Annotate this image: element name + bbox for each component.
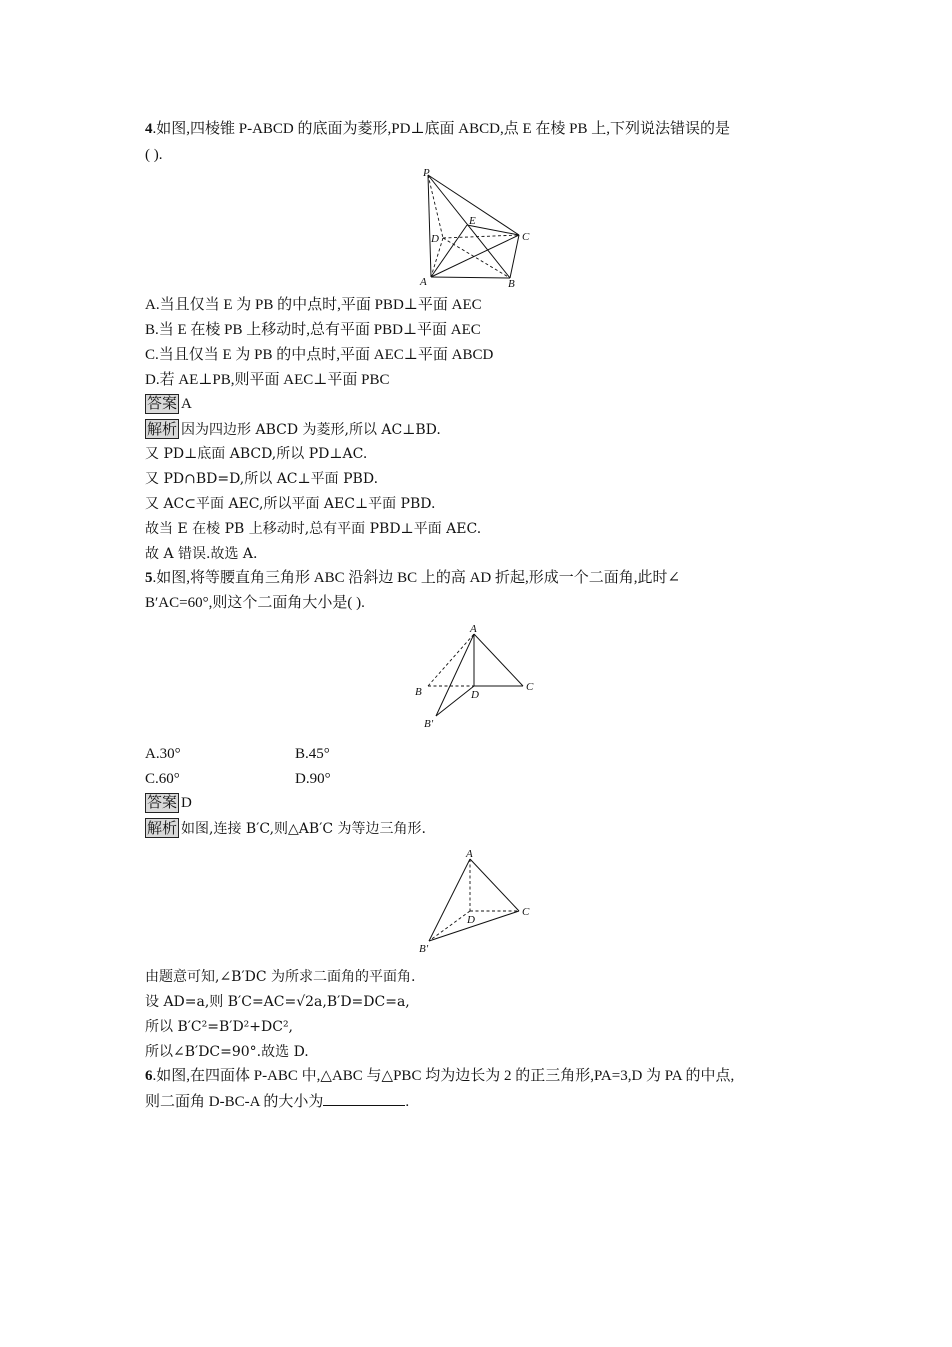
q6-number: 6	[145, 1068, 153, 1084]
q5-option-b: B.45°	[295, 746, 330, 762]
q4-analysis-2: 又 PD⊥底面 ABCD,所以 PD⊥AC.	[145, 446, 368, 462]
q5-fig2-label-a: A	[466, 848, 473, 860]
q4-answer-value: A	[181, 396, 192, 412]
q5-analysis-2: 设 AD=a,则 B′C=AC=√2a,B′D=DC=a,	[145, 994, 410, 1010]
q5-option-a: A.30°	[145, 746, 181, 762]
q5-option-d: D.90°	[295, 771, 331, 787]
q5-analysis-1: 由题意可知,∠B′DC 为所求二面角的平面角.	[145, 969, 416, 985]
q4-figure	[415, 165, 540, 290]
q4-option-b: B.当 E 在棱 PB 上移动时,总有平面 PBD⊥平面 AEC	[145, 322, 481, 338]
q5-analysis-4: 所以∠B′DC=90°.故选 D.	[145, 1044, 309, 1060]
q5-stem-line2: B′AC=60°,则这个二面角大小是( ).	[145, 595, 365, 611]
q4-label-e: E	[469, 215, 476, 227]
q4-answer	[145, 394, 192, 414]
q4-label-a: A	[420, 276, 427, 288]
q5-fig1-label-d: D	[471, 689, 479, 701]
q5-fig1-label-c: C	[526, 681, 534, 693]
q4-analysis-3: 又 PD∩BD=D,所以 AC⊥平面 PBD.	[145, 471, 379, 487]
q4-analysis-1: 解析 因为四边形 ABCD 为菱形,所以 AC⊥BD.	[147, 420, 441, 438]
q5-option-c: C.60°	[145, 771, 180, 787]
q5-analysis-3: 所以 B′C²=B′D²+DC²,	[145, 1019, 294, 1035]
q5-answer-value: D	[181, 795, 192, 811]
q4-label-c: C	[522, 231, 530, 243]
q5-answer	[145, 793, 192, 813]
q5-fig1-label-a: A	[470, 623, 477, 635]
q4-label-p: P	[423, 167, 430, 179]
q4-analysis-5: 故当 E 在棱 PB 上移动时,总有平面 PBD⊥平面 AEC.	[145, 521, 482, 537]
analysis-tag: 解析	[147, 420, 178, 438]
q6-stem-line2: 则二面角 D-BC-A 的大小为 .	[145, 1091, 409, 1112]
q5-figure-1	[410, 620, 540, 735]
q4-analysis-6: 故 A 错误.故选 A.	[145, 546, 258, 562]
q4-label-d: D	[431, 233, 439, 245]
q5-fig2-label-d: D	[467, 914, 475, 926]
analysis-tag: 解析	[147, 819, 178, 837]
q5-number: 5	[145, 570, 153, 586]
q4-analysis-4: 又 AC⊂平面 AEC,所以平面 AEC⊥平面 PBD.	[145, 496, 436, 512]
q4-number: 4	[145, 121, 153, 137]
q5-figure-2	[415, 845, 540, 960]
q4-option-a: A.当且仅当 E 为 PB 的中点时,平面 PBD⊥平面 AEC	[145, 297, 482, 313]
q5-stem-line1: 5.如图,将等腰直角三角形 ABC 沿斜边 BC 上的高 AD 折起,形成一个二面角,此时∠	[145, 570, 681, 586]
q5-analysis-first: 解析 如图,连接 B′C,则△AB′C 为等边三角形.	[147, 819, 427, 837]
q4-stem-line2: ( ).	[145, 147, 163, 163]
q4-option-d: D.若 AE⊥PB,则平面 AEC⊥平面 PBC	[145, 372, 390, 388]
q5-fig2-label-c: C	[522, 906, 530, 918]
q5-fig1-label-bprime: B′	[424, 718, 434, 730]
q6-answer-blank[interactable]	[323, 1091, 405, 1106]
q4-stem-line1: 4.如图,四棱锥 P-ABCD 的底面为菱形,PD⊥底面 ABCD,点 E 在棱 PB 上,下列说法错误的是	[145, 121, 730, 137]
answer-tag: 答案	[147, 396, 178, 412]
q6-stem-line1: 6.如图,在四面体 P-ABC 中,△ABC 与△PBC 均为边长为 2 的正三角形,PA=3,D 为 PA 的中点,	[145, 1068, 735, 1084]
q4-option-c: C.当且仅当 E 为 PB 的中点时,平面 AEC⊥平面 ABCD	[145, 347, 494, 363]
answer-tag: 答案	[147, 795, 178, 811]
q5-fig2-label-bprime: B′	[419, 943, 429, 955]
q5-fig1-label-b: B	[415, 686, 422, 698]
q4-label-b: B	[508, 278, 515, 290]
